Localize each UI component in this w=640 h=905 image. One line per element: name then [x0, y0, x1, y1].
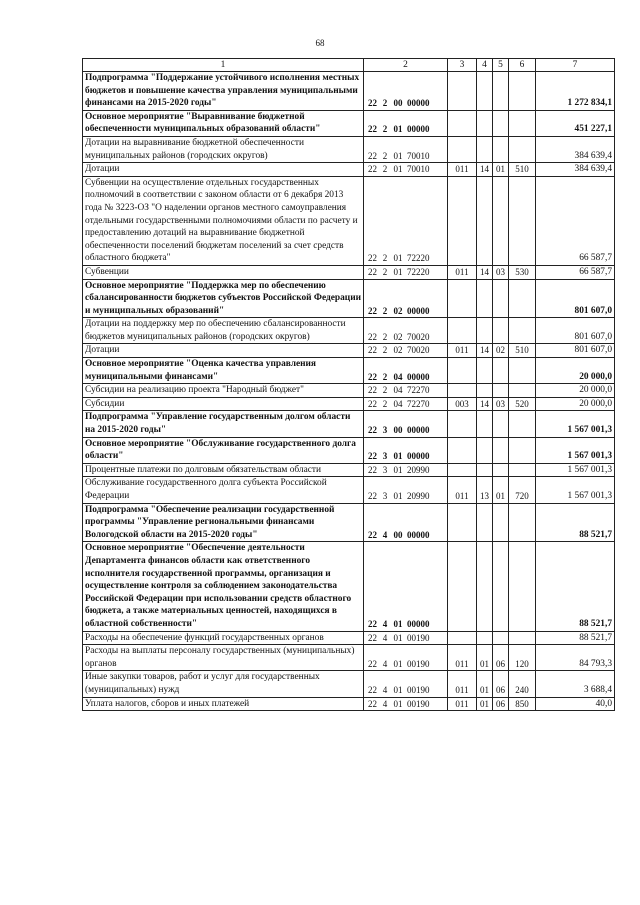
row-rz [477, 463, 493, 477]
row-kvr [509, 631, 536, 645]
code-part: 04 [393, 385, 403, 396]
row-code [364, 358, 448, 384]
row-name: Основное мероприятие "Выравнивание бюджетной обеспеченности муниципальных образований области" [83, 110, 364, 136]
row-kvr [509, 318, 536, 344]
row-rz: 14 [477, 397, 493, 411]
row-sum: 88 521,7 [536, 631, 615, 645]
code-part: 00 [393, 98, 403, 109]
code-part: 22 [368, 385, 377, 396]
row-vr [448, 411, 477, 437]
header-col-3: 3 [448, 59, 477, 72]
table-row [83, 176, 615, 265]
row-code [364, 411, 448, 437]
row-pr: 02 [493, 344, 509, 358]
row-pr [493, 136, 509, 162]
row-kvr: 510 [509, 344, 536, 358]
row-pr [493, 176, 509, 265]
code-part: 00000 [407, 371, 430, 382]
row-pr [493, 411, 509, 437]
code-part: 01 [393, 658, 403, 669]
code-part: 01 [393, 124, 403, 135]
row-name: Дотации на поддержку мер по обеспечению сбалансированности бюджетов муниципальных районов (городских округов) [83, 318, 364, 344]
code-part: 2 [382, 305, 388, 316]
row-name: Субвенции на осуществление отдельных государственных полномочий в соответствии с законом области от 6 декабря 2013 года № 3223-ОЗ "О наделении органов местного самоуправления отдельными государственными полномочиями области по расчету и предоставлению дотаций на выравнивание бюджетной обеспеченности поселений бюджетам поселений за счет средств областного бюджета" [83, 176, 364, 265]
code-part: 2 [382, 98, 388, 109]
row-code [364, 110, 448, 136]
code-part: 02 [393, 331, 403, 342]
row-code [364, 542, 448, 631]
code-part: 00000 [407, 305, 430, 316]
code-part: 2 [382, 331, 388, 342]
row-sum: 384 639,4 [536, 163, 615, 177]
row-sum: 1 567 001,3 [536, 437, 615, 463]
row-pr [493, 503, 509, 542]
row-rz [477, 384, 493, 398]
code-part: 22 [368, 491, 377, 501]
row-pr: 06 [493, 671, 509, 697]
row-name: Основное мероприятие "Поддержка мер по обеспечению сбалансированности бюджетов субъектов Российской Федерации и муниципальных образований" [83, 279, 364, 318]
row-code [364, 631, 448, 645]
code-part: 20990 [407, 464, 430, 475]
row-vr: 011 [448, 697, 477, 711]
row-kvr: 120 [509, 645, 536, 671]
code-part: 4 [382, 658, 388, 669]
row-pr [493, 542, 509, 631]
table-row [83, 645, 615, 671]
code-part: 01 [393, 464, 403, 475]
code-part: 22 [368, 371, 377, 382]
table-row [83, 542, 615, 631]
code-part: 4 [382, 632, 388, 643]
code-part: 70020 [407, 331, 430, 342]
code-part: 00 [393, 529, 403, 540]
row-name: Уплата налогов, сборов и иных платежей [83, 697, 364, 711]
row-kvr [509, 384, 536, 398]
row-kvr [509, 542, 536, 631]
row-sum: 801 607,0 [536, 279, 615, 318]
row-sum: 88 521,7 [536, 542, 615, 631]
code-part: 3 [382, 425, 388, 436]
row-code [364, 697, 448, 711]
row-sum: 801 607,0 [536, 344, 615, 358]
row-code [364, 279, 448, 318]
row-pr [493, 110, 509, 136]
row-vr: 011 [448, 265, 477, 279]
table-row [83, 503, 615, 542]
row-pr [493, 318, 509, 344]
row-pr [493, 631, 509, 645]
row-name: Субсидии на реализацию проекта "Народный бюджет" [83, 384, 364, 398]
code-part: 4 [382, 698, 388, 709]
code-part: 01 [393, 451, 403, 462]
code-part: 22 [368, 345, 377, 356]
row-code [364, 318, 448, 344]
row-vr [448, 318, 477, 344]
row-vr [448, 279, 477, 318]
row-rz: 13 [477, 477, 493, 503]
row-kvr [509, 136, 536, 162]
code-part: 22 [368, 425, 377, 436]
row-vr: 011 [448, 344, 477, 358]
row-sum: 3 688,4 [536, 671, 615, 697]
row-rz [477, 176, 493, 265]
header-col-6: 6 [509, 59, 536, 72]
row-rz: 14 [477, 163, 493, 177]
row-code [364, 265, 448, 279]
row-kvr [509, 463, 536, 477]
row-vr [448, 72, 477, 111]
row-rz [477, 110, 493, 136]
code-part: 22 [368, 164, 377, 175]
table-row [83, 163, 615, 177]
table-row [83, 384, 615, 398]
code-part: 04 [393, 398, 403, 409]
row-pr [493, 384, 509, 398]
code-part: 70010 [407, 150, 430, 161]
code-part: 01 [393, 632, 403, 643]
code-part: 20990 [407, 491, 430, 501]
row-name: Подпрограмма "Поддержание устойчивого исполнения местных бюджетов и повышение качества управления муниципальными финансами на 2015-2020 годы" [83, 72, 364, 111]
table-row [83, 697, 615, 711]
code-part: 01 [393, 150, 403, 161]
code-part: 2 [382, 150, 388, 161]
code-part: 4 [382, 529, 388, 540]
row-sum: 66 587,7 [536, 265, 615, 279]
row-pr: 03 [493, 397, 509, 411]
row-sum: 1 567 001,3 [536, 411, 615, 437]
code-part: 00190 [407, 698, 430, 709]
code-part: 00190 [407, 684, 430, 695]
row-code [364, 463, 448, 477]
code-part: 70010 [407, 164, 430, 175]
code-part: 22 [368, 529, 377, 540]
code-part: 00000 [407, 529, 430, 540]
code-part: 2 [382, 371, 388, 382]
row-name: Субвенции [83, 265, 364, 279]
row-sum: 1 272 834,1 [536, 72, 615, 111]
row-kvr: 850 [509, 697, 536, 711]
row-pr: 01 [493, 163, 509, 177]
table-row [83, 397, 615, 411]
code-part: 00000 [407, 618, 430, 629]
code-part: 00 [393, 425, 403, 436]
row-name: Подпрограмма "Обеспечение реализации государственной программы "Управление региональными финансами Вологодской области на 2015-2020 годы" [83, 503, 364, 542]
row-kvr [509, 279, 536, 318]
row-pr: 06 [493, 645, 509, 671]
row-name: Субсидии [83, 397, 364, 411]
header-col-4: 4 [477, 59, 493, 72]
row-sum: 20 000,0 [536, 358, 615, 384]
code-part: 01 [393, 618, 403, 629]
table-row [83, 671, 615, 697]
row-vr [448, 437, 477, 463]
row-rz: 01 [477, 671, 493, 697]
row-sum: 20 000,0 [536, 384, 615, 398]
row-pr [493, 279, 509, 318]
row-vr: 011 [448, 671, 477, 697]
code-part: 3 [382, 464, 388, 475]
code-part: 70020 [407, 345, 430, 356]
row-code [364, 503, 448, 542]
row-rz [477, 503, 493, 542]
row-vr [448, 631, 477, 645]
row-vr [448, 503, 477, 542]
row-rz [477, 411, 493, 437]
code-part: 2 [382, 385, 388, 396]
code-part: 2 [382, 266, 388, 277]
row-sum: 20 000,0 [536, 397, 615, 411]
row-name: Основное мероприятие "Обеспечение деятельности Департамента финансов области как ответственного исполнителя государственной программы, организация и осуществление контроля за соблюдением законодательства Российской Федерации при использовании средств областного бюджета, а также материальных ценностей, находящихся в областной собственности" [83, 542, 364, 631]
row-pr [493, 358, 509, 384]
row-code [364, 136, 448, 162]
row-sum: 384 639,4 [536, 136, 615, 162]
code-part: 01 [393, 164, 403, 175]
row-kvr [509, 176, 536, 265]
row-kvr [509, 411, 536, 437]
table-row [83, 631, 615, 645]
code-part: 2 [382, 398, 388, 409]
header-col-7: 7 [536, 59, 615, 72]
code-part: 2 [382, 345, 388, 356]
code-part: 22 [368, 618, 377, 629]
table-row [83, 136, 615, 162]
code-part: 00190 [407, 658, 430, 669]
row-name: Дотации [83, 163, 364, 177]
code-part: 02 [393, 305, 403, 316]
row-kvr: 510 [509, 163, 536, 177]
row-code [364, 384, 448, 398]
code-part: 22 [368, 451, 377, 462]
row-code [364, 176, 448, 265]
code-part: 2 [382, 124, 388, 135]
row-kvr: 520 [509, 397, 536, 411]
header-col-1: 1 [83, 59, 364, 72]
row-code [364, 344, 448, 358]
row-rz [477, 437, 493, 463]
code-part: 22 [368, 266, 377, 277]
code-part: 3 [382, 491, 388, 501]
code-part: 22 [368, 632, 377, 643]
row-rz [477, 542, 493, 631]
row-kvr: 530 [509, 265, 536, 279]
row-vr: 011 [448, 477, 477, 503]
code-part: 00000 [407, 124, 430, 135]
row-name: Основное мероприятие "Оценка качества управления муниципальными финансами" [83, 358, 364, 384]
row-vr [448, 176, 477, 265]
row-kvr [509, 72, 536, 111]
row-pr: 01 [493, 477, 509, 503]
code-part: 01 [393, 266, 403, 277]
table-row [83, 358, 615, 384]
row-rz [477, 72, 493, 111]
row-name: Подпрограмма "Управление государственным долгом области на 2015-2020 годы" [83, 411, 364, 437]
row-vr [448, 542, 477, 631]
table-row [83, 318, 615, 344]
row-name: Расходы на выплаты персоналу государственных (муниципальных) органов [83, 645, 364, 671]
row-code [364, 477, 448, 503]
row-name: Основное мероприятие "Обслуживание государственного долга области" [83, 437, 364, 463]
row-sum: 40,0 [536, 697, 615, 711]
code-part: 22 [368, 253, 377, 264]
code-part: 2 [382, 253, 388, 264]
code-part: 01 [393, 491, 403, 501]
code-part: 01 [393, 698, 403, 709]
row-sum: 451 227,1 [536, 110, 615, 136]
row-code [364, 645, 448, 671]
row-rz: 14 [477, 265, 493, 279]
code-part: 01 [393, 684, 403, 695]
row-rz: 01 [477, 697, 493, 711]
row-vr [448, 384, 477, 398]
code-part: 3 [382, 451, 388, 462]
row-rz [477, 318, 493, 344]
row-vr: 011 [448, 645, 477, 671]
table-row [83, 463, 615, 477]
row-vr [448, 358, 477, 384]
code-part: 22 [368, 684, 377, 695]
table-row [83, 265, 615, 279]
row-sum: 1 567 001,3 [536, 463, 615, 477]
row-rz [477, 279, 493, 318]
code-part: 22 [368, 124, 377, 135]
code-part: 22 [368, 698, 377, 709]
row-rz: 01 [477, 645, 493, 671]
code-part: 22 [368, 658, 377, 669]
table-row [83, 279, 615, 318]
code-part: 22 [368, 150, 377, 161]
row-kvr [509, 110, 536, 136]
row-code [364, 437, 448, 463]
budget-table [82, 58, 615, 711]
row-vr [448, 110, 477, 136]
row-kvr: 240 [509, 671, 536, 697]
code-part: 22 [368, 305, 377, 316]
table-row [83, 110, 615, 136]
row-code [364, 397, 448, 411]
row-name: Дотации на выравнивание бюджетной обеспеченности муниципальных районов (городских округов) [83, 136, 364, 162]
row-rz [477, 358, 493, 384]
row-code [364, 671, 448, 697]
row-pr [493, 437, 509, 463]
row-name: Иные закупки товаров, работ и услуг для государственных (муниципальных) нужд [83, 671, 364, 697]
row-sum: 1 567 001,3 [536, 477, 615, 503]
code-part: 04 [393, 371, 403, 382]
row-kvr [509, 437, 536, 463]
code-part: 72270 [407, 385, 430, 396]
row-sum: 66 587,7 [536, 176, 615, 265]
row-vr: 003 [448, 397, 477, 411]
row-name: Обслуживание государственного долга субъекта Российской Федерации [83, 477, 364, 503]
row-code [364, 163, 448, 177]
table-row [83, 437, 615, 463]
row-name: Процентные платежи по долговым обязательствам области [83, 463, 364, 477]
row-pr: 03 [493, 265, 509, 279]
row-kvr [509, 358, 536, 384]
row-rz [477, 631, 493, 645]
code-part: 72220 [407, 266, 430, 277]
code-part: 01 [393, 253, 403, 264]
row-code [364, 72, 448, 111]
code-part: 4 [382, 684, 388, 695]
row-pr [493, 463, 509, 477]
row-pr: 06 [493, 697, 509, 711]
page-number: 68 [315, 38, 325, 48]
row-name: Дотации [83, 344, 364, 358]
code-part: 2 [382, 164, 388, 175]
code-part: 00000 [407, 98, 430, 109]
code-part: 4 [382, 618, 388, 629]
row-vr [448, 136, 477, 162]
code-part: 22 [368, 398, 377, 409]
code-part: 22 [368, 464, 377, 475]
code-part: 02 [393, 345, 403, 356]
code-part: 72220 [407, 253, 430, 264]
table-header-row [83, 59, 615, 72]
header-col-2: 2 [364, 59, 448, 72]
row-rz [477, 136, 493, 162]
table-row [83, 72, 615, 111]
row-kvr: 720 [509, 477, 536, 503]
code-part: 00000 [407, 451, 430, 462]
row-pr [493, 72, 509, 111]
row-kvr [509, 503, 536, 542]
code-part: 72270 [407, 398, 430, 409]
row-sum: 801 607,0 [536, 318, 615, 344]
table-row [83, 477, 615, 503]
row-sum: 88 521,7 [536, 503, 615, 542]
table-row [83, 344, 615, 358]
code-part: 00000 [407, 425, 430, 436]
row-vr [448, 463, 477, 477]
row-name: Расходы на обеспечение функций государственных органов [83, 631, 364, 645]
row-vr: 011 [448, 163, 477, 177]
code-part: 22 [368, 331, 377, 342]
header-col-5: 5 [493, 59, 509, 72]
table-row [83, 411, 615, 437]
code-part: 22 [368, 98, 377, 109]
code-part: 00190 [407, 632, 430, 643]
row-sum: 84 793,3 [536, 645, 615, 671]
row-rz: 14 [477, 344, 493, 358]
